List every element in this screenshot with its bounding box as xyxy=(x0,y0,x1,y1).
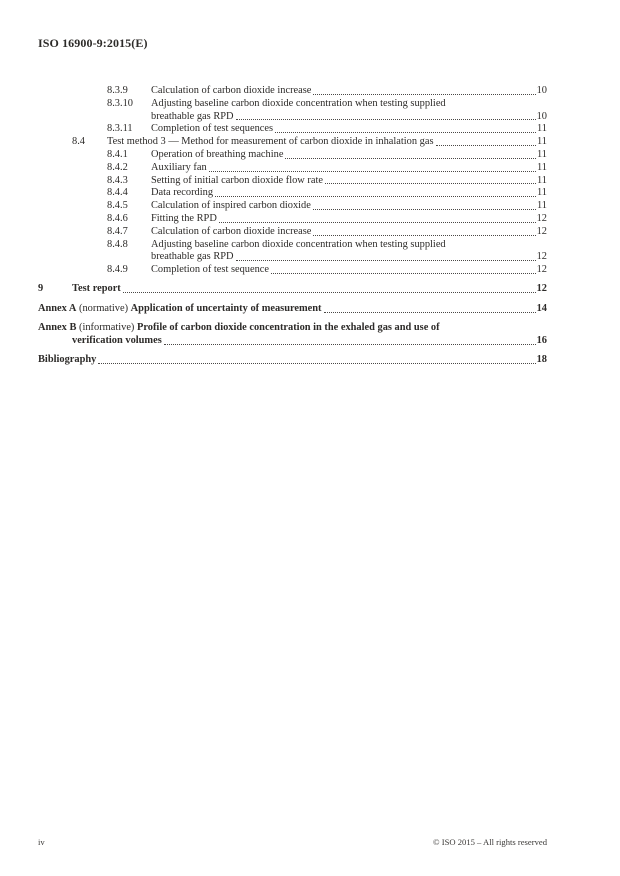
toc-page-number: 11 xyxy=(536,136,547,148)
toc-entry-number: 8.4.8 xyxy=(107,238,128,250)
toc-entry-number: 8.4.6 xyxy=(107,212,128,224)
toc-entry-number: 8.4.5 xyxy=(107,200,128,212)
toc-page-number: 10 xyxy=(536,85,547,96)
toc-entry-text-segment: Test report xyxy=(72,283,121,295)
dot-leader xyxy=(123,292,536,293)
toc-entry-text-segment: Data recording xyxy=(151,187,214,199)
toc-entry-number: 8.4.3 xyxy=(107,174,128,186)
toc-page-number: 16 xyxy=(536,334,547,346)
toc-entry[interactable] xyxy=(38,187,547,200)
toc-entry-number: 8.4.1 xyxy=(107,148,128,160)
dot-leader xyxy=(275,132,536,133)
dot-leader xyxy=(209,171,536,172)
toc-entry-title-continuation xyxy=(72,335,162,348)
dot-leader xyxy=(324,312,536,313)
dot-leader xyxy=(325,183,536,184)
dot-leader xyxy=(164,344,536,345)
toc-entry[interactable] xyxy=(38,322,547,348)
page-footer xyxy=(38,837,547,847)
dot-leader xyxy=(271,273,536,274)
toc-entry[interactable] xyxy=(38,303,547,316)
toc-entry[interactable] xyxy=(38,264,547,277)
dot-leader xyxy=(236,119,536,120)
toc-entry-text-segment: Calculation of inspired carbon dioxide xyxy=(151,200,311,212)
toc-entry-text-segment: breathable gas RPD xyxy=(151,110,234,122)
toc-entry-title xyxy=(151,239,446,252)
toc-page-number: 12 xyxy=(536,212,547,224)
toc-entry-title xyxy=(38,354,96,367)
dot-leader xyxy=(313,209,536,210)
toc-entry[interactable] xyxy=(38,354,547,367)
toc-entry-title xyxy=(151,149,283,162)
toc-entry[interactable] xyxy=(38,239,547,265)
document-id-header: ISO 16900-9:2015(E) xyxy=(38,36,148,50)
toc-entry-text-segment: Calculation of carbon dioxide increase xyxy=(151,85,312,96)
toc-entry[interactable] xyxy=(38,226,547,239)
toc-entry-text-segment: Annex A xyxy=(38,302,77,314)
toc-page-number: 11 xyxy=(536,187,547,199)
dot-leader xyxy=(219,222,536,223)
toc-entry-title xyxy=(151,187,213,200)
copyright-notice: © ISO 2015 – All rights reserved xyxy=(433,837,547,847)
toc-list xyxy=(38,85,547,367)
dot-leader xyxy=(236,260,536,261)
toc-entry[interactable] xyxy=(38,149,547,162)
toc-entry-title-continuation xyxy=(151,111,234,124)
toc-entry-number: 8.4 xyxy=(72,136,85,148)
toc-entry-text-segment: Setting of initial carbon dioxide flow rate xyxy=(151,174,323,186)
toc-entry-title xyxy=(151,123,273,136)
toc-entry-number: 8.4.4 xyxy=(107,187,128,199)
dot-leader xyxy=(436,145,536,146)
toc-entry-title xyxy=(151,264,269,277)
toc-entry-number: 8.4.7 xyxy=(107,225,128,237)
page-number-label: iv xyxy=(38,837,45,847)
toc-entry-text-segment: Annex B xyxy=(38,322,77,334)
toc-entry[interactable] xyxy=(38,175,547,188)
toc-entry-text-segment: Auxiliary fan xyxy=(151,161,207,173)
toc-page-number: 12 xyxy=(536,283,547,295)
toc-entry-title xyxy=(72,283,121,296)
toc-entry-text-segment: Profile of carbon dioxide concentration in the exhaled gas and use of xyxy=(137,322,440,334)
toc-entry[interactable] xyxy=(38,283,547,296)
toc-entry-text-segment: Calculation of carbon dioxide increase xyxy=(151,225,312,237)
toc-entry-text-segment: Operation of breathing machine xyxy=(151,148,284,160)
toc-entry[interactable] xyxy=(38,136,547,149)
toc-entry-title-continuation xyxy=(151,251,234,264)
toc-page-number: 11 xyxy=(536,123,547,135)
toc-entry-title xyxy=(151,213,217,226)
toc-entry-title xyxy=(151,200,311,213)
dot-leader xyxy=(98,363,535,364)
toc-entry-title xyxy=(151,226,311,239)
toc-page-number: 11 xyxy=(536,161,547,173)
toc-entry-text-segment: Completion of test sequence xyxy=(151,264,270,276)
dot-leader xyxy=(285,158,536,159)
toc-entry-text-segment: verification volumes xyxy=(72,334,162,346)
toc-entry-text-segment: Adjusting baseline carbon dioxide concentration when testing supplied xyxy=(151,238,446,250)
toc-entry-text-segment: Bibliography xyxy=(38,354,97,366)
toc-entry-text-segment: Test method 3 — Method for measurement of carbon dioxide in inhalation gas xyxy=(107,136,434,148)
toc-page-number: 12 xyxy=(536,251,547,263)
toc-entry-number: 8.4.9 xyxy=(107,264,128,276)
toc-entry-number: 8.4.2 xyxy=(107,161,128,173)
toc-page-number: 10 xyxy=(536,110,547,122)
toc-entry-text-segment: (normative) xyxy=(76,302,131,314)
toc-entry[interactable] xyxy=(38,123,547,136)
toc-entry-title xyxy=(151,175,323,188)
toc-page-number: 14 xyxy=(536,302,547,314)
toc-entry-text-segment: Adjusting baseline carbon dioxide concentration when testing supplied xyxy=(151,97,446,109)
toc-entry-title xyxy=(151,85,311,98)
toc-entry[interactable] xyxy=(38,162,547,175)
toc-page-number: 11 xyxy=(536,174,547,186)
toc-entry-text-segment: breathable gas RPD xyxy=(151,251,234,263)
toc-entry-text-segment: (informative) xyxy=(76,322,137,334)
toc-entry-text-segment: Completion of test sequences xyxy=(151,123,274,135)
toc-page-number: 18 xyxy=(536,354,547,366)
toc-page-number: 12 xyxy=(536,225,547,237)
toc-entry-number: 8.3.11 xyxy=(107,123,133,135)
toc-entry-title xyxy=(38,322,440,335)
toc-entry[interactable] xyxy=(38,213,547,226)
toc-entry-title xyxy=(107,136,434,149)
toc-entry-title xyxy=(38,303,322,316)
dot-leader xyxy=(313,235,535,236)
toc-entry-number: 8.3.9 xyxy=(107,85,128,96)
toc-entry[interactable] xyxy=(38,200,547,213)
toc-entry-number: 9 xyxy=(38,283,44,295)
toc-page-number: 12 xyxy=(536,264,547,276)
toc-entry[interactable] xyxy=(38,98,547,124)
toc-page-number: 11 xyxy=(536,200,547,212)
toc-entry[interactable] xyxy=(38,85,547,98)
toc-entry-title xyxy=(151,162,207,175)
toc-entry-text-segment: Fitting the RPD xyxy=(151,212,217,224)
dot-leader xyxy=(215,196,536,197)
toc-entry-title xyxy=(151,98,446,111)
toc-entry-number: 8.3.10 xyxy=(107,97,133,109)
toc-entry-text-segment: Application of uncertainty of measurement xyxy=(130,302,322,314)
dot-leader xyxy=(313,94,535,95)
toc-page-number: 11 xyxy=(536,148,547,160)
